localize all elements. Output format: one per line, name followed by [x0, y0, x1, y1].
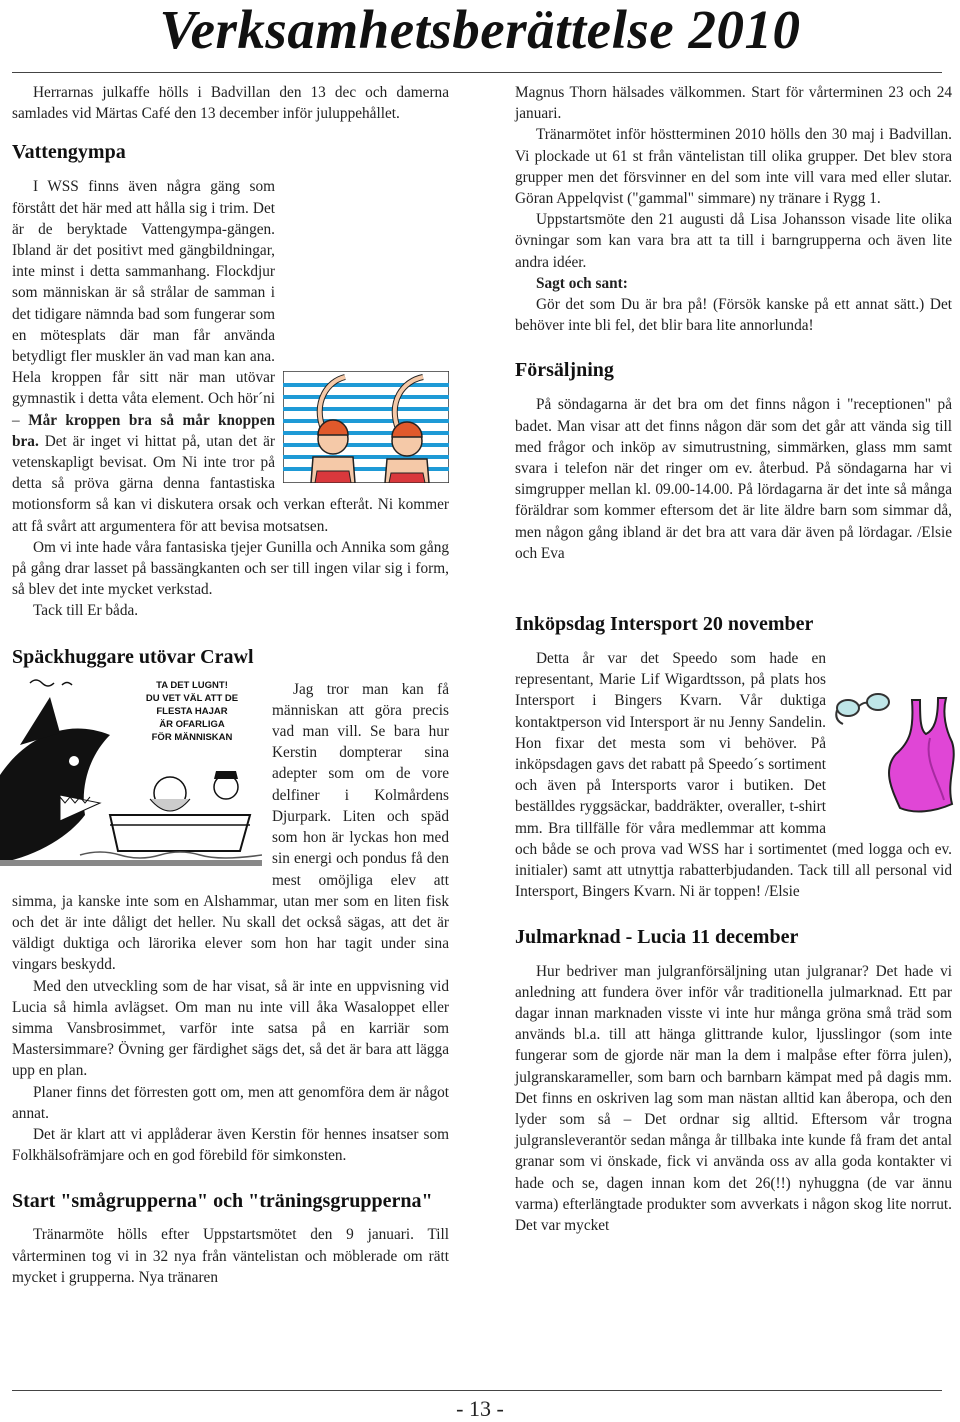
- left-column: [12, 82, 449, 1288]
- right-column: [515, 82, 952, 1236]
- trainer-welcome-paragraph: Magnus Thorn hälsades välkommen. Start för vårterminen 23 och 24 januari.: [515, 84, 952, 123]
- vattengympa-heading: Vattengympa: [12, 141, 126, 164]
- start-paragraph: Tränarmöte hölls efter Uppstartsmötet den 9 januari. Till vårterminen tog vi in 32 nya från väntelistan och möblerade om rätt mycket i grupperna. Nya tränaren: [12, 1226, 449, 1286]
- page-number: - 13 -: [456, 1396, 504, 1421]
- vattengympa-paragraph: I WSS finns även några gäng som förstått det här med att hålla sig i trim. Det är de beryktade Vattengympa-gängen. Ibland är det positivt med gängbildningar, inte minst i detta sammanhang. Flockdjur som människan är så strålar de samman i det tidigare nämnda bad som fungerar som en mötesplats där man får använda betydligt fler muskler än vad man kan ana. Hela kroppen får sitt när man utövar gymnastik i detta våta element. Och hör´ni – Mår kroppen bra så mår knoppen bra. Det är inget vi hittat på, utan det är vetenskapligt bevisat. Om Ni inte tror på detta så pröva gärna denna fantastiska motionsform så kan vi diskutera orsak och verkan efteråt. Ni kommer att få svårt att argumentera för att bevisa motsatsen.: [12, 178, 449, 535]
- crawl-heading: Späckhuggare utövar Crawl: [12, 645, 254, 668]
- forsaljning-paragraph: På söndagarna är det bra om det finns någon i "receptionen" på badet. Man visar att det finns någon där som det går att vända sig till med frågor och inköp av simutrustning, simmärken, glass mm samt svara i telefon när det ringer om ev. återbud. På söndagarna har vi simgrupper mellan kl. 09.00-14.00. På lördagarna är det inte så många föräldrar som kommer eftersom det är lite äldre barn som simmar då, men någon gång ibland är det bra att vara där även på lördagar. /Elsie och Eva: [515, 396, 952, 562]
- shark-cartoon: [0, 675, 262, 869]
- vattengympa-thanks-line: Tack till Er båda.: [33, 602, 139, 620]
- startup-meeting-paragraph: Uppstartsmöte den 21 augusti då Lisa Johansson visade lite olika övningar som kan vara bra att ta till i barngrupperna och även lite andra idéer.: [515, 211, 952, 271]
- sagt-och-sant-label: Sagt och sant:: [536, 274, 628, 292]
- header-rule: [12, 72, 942, 73]
- cartoon-speech-text: TA DET LUGNT! DU VET VÄL ATT DE FLESTA HAJAR ÄR OFARLIGA FÖR MÄNNISKAN: [145, 679, 239, 743]
- motto-text: Mår kroppen bra så mår knoppen bra.: [12, 411, 275, 450]
- crawl-paragraph-4: Det är klart att vi applåderar även Kerstin för hennes insatser som Folkhälsofrämjare och en god förebild för simkonsten.: [12, 1125, 449, 1165]
- julmarknad-heading: Julmarknad - Lucia 11 december: [515, 925, 799, 948]
- page-title: Verksamhetsberättelse 2010: [159, 0, 801, 60]
- crawl-paragraph-3: Planer finns det förresten gott om, men att genomföra dem är något annat.: [12, 1083, 449, 1122]
- start-heading: Start "smågrupperna" och "träningsgrupperna": [12, 1190, 433, 1213]
- intro-paragraph: Herrarnas julkaffe hölls i Badvillan den 13 dec och damerna samlades vid Märtas Café den 13 december inför juluppehållet.: [12, 84, 449, 123]
- julmarknad-paragraph: Hur bedriver man julgranförsäljning utan julgranar? Det hade vi anledning att fundera över inför vår traditionella julmarknad. Ett par dagar innan marknaden visste vi inte hur många gröna små träd som används bl.a. till att hänga glittrande kulor, ljusslingor (som inte fungerar som de gjorde när man la dem i malpåse efter förra julen), julgranskarameller, som barn och barnbarn kämpat med på dagis mm. Det finns en oskriven lag som man nästan alltid kan åberopa, och den lyder som så – Det ordnar sig alltid. Eftersom vår trogna julgransleverantör sedan många år tillbaka inte kunde få fram det antal granar som vi önskade, fick vi använda oss av alla goda kontakter vi hade och se, dagen innan kom det 26(!!) nyhuggna (de var ännu varma) efterlängtade produkter som avverkats i någon skog lite norrut. Det var mycket: [515, 962, 952, 1234]
- swimsuit-and-goggles-illustration: [834, 690, 960, 816]
- sagt-och-sant-text: Gör det som Du är bra på! (Försök kanske på ett annat sätt.) Det behöver inte bli fel, det blir bara lite annorlunda!: [515, 296, 952, 335]
- intersport-heading: Inköpsdag Intersport 20 november: [515, 613, 814, 636]
- intersport-paragraph: Detta år var det Speedo som hade en representant, Marie Lif Wigardtsson, på plats hos Intersport i Bingers Kvarn. Vår duktiga kontaktperson vid Intersport är nu Jenny Sandelin. Hon fixar det mesta som vi behöver. På inköpsdagen gavs det rabatt på Speedo´s sortiment och även på Intersports varor i butiken. Det beställdes ryggsäckar, baddräkter, overaller, t-shirt mm. Bra tillfälle för våra medlemmar att komma och både se och prova vad WSS har i sortimentet (med logga och ev. initialer) samt att utnyttja rabatterbjudanden. Tack till all personal vid Intersport, Bingers Kvarn. Ni är toppen! /Elsie: [515, 648, 952, 902]
- crawl-paragraph-1: Jag tror man kan få människan att göra precis vad man vill. Se bara hur Kerstin dompterar sina adepter som om de vore delfiner i Kolmårdens Djurpark. Liten och späd som hon är lyckas hon med sin energi och pondus få den mest omöjliga elev att simma, ja kanske inte som en Alshammar, utan mer som en liten fisk och det är inte dåligt det heller. Nu skall det också sägas, att det är väldigt duktiga och lärorika elever som hon har tagit under sina vingars beskydd.: [12, 680, 449, 974]
- forsaljning-heading: Försäljning: [515, 359, 614, 382]
- synchronized-swimmers-illustration: [283, 371, 449, 483]
- vattengympa-thanks-paragraph: Om vi inte hade våra fantasiska tjejer Gunilla och Annika som gång på gång drar lasset på bassängkanten och ser till ingen vilar sig i form, så blev det inte mycket verkstad.: [12, 538, 449, 599]
- crawl-paragraph-2: Med den utveckling som de har visat, så är inte en uppvisning vid Lucia så himla avlägset. Om man nu inte vill åka Wasaloppet eller simma Vansbrosimmet, varför inte satsa på en karriär som Mastersimmare? Övning ger färdighet sägs det, så det är bara att lägga upp en plan.: [12, 977, 449, 1080]
- autumn-meeting-paragraph: Tränarmötet inför höstterminen 2010 hölls den 30 maj i Badvillan. Vi plockade ut 61 st från väntelistan till olika grupper. Det blev stora grupper men det försvinner en del som inte vill vara med eller slutar. Göran Appelqvist ("gammal" simmare) ny tränare i Rygg 1.: [515, 126, 952, 208]
- footer-rule: [12, 1390, 942, 1391]
